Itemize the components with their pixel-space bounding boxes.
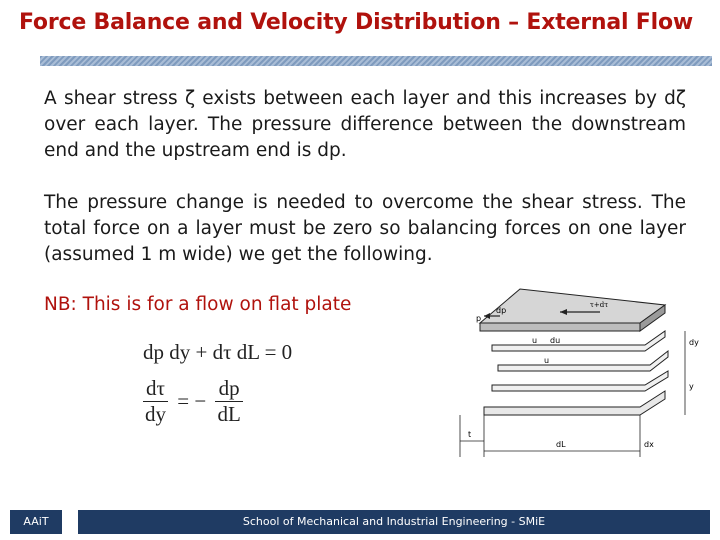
pressure-fraction-denominator: dL (217, 402, 241, 426)
label-du: du (550, 336, 561, 345)
shear-fraction (143, 376, 168, 427)
label-dy: dy (689, 338, 699, 347)
top-layer-slab (480, 289, 665, 323)
shear-fraction-numerator: dτ (143, 376, 168, 402)
equals-minus: = − (177, 389, 207, 413)
footer-bar (0, 510, 720, 536)
label-tau: τ+dτ (590, 301, 609, 309)
label-dp: dp (496, 306, 507, 315)
layer-force-diagram (440, 285, 710, 465)
paragraph-pressure-change: The pressure change is needed to overcome the shear stress. The total force on a layer must be zero so balancing forces on one layer (assumed 1 m wide) we get the following. (44, 192, 686, 265)
shear-gradient-equation (143, 376, 243, 427)
title-divider (40, 56, 712, 66)
fourth-layer-slab (492, 371, 668, 391)
pressure-fraction-numerator: dp (215, 376, 242, 402)
label-p: p (476, 314, 482, 323)
shear-fraction-denominator: dy (145, 402, 166, 426)
slide-title: Force Balance and Velocity Distribution – External Flow (18, 10, 693, 35)
second-layer-slab (492, 331, 665, 351)
label-t: t (468, 430, 472, 439)
footer-institution: AAiT (10, 510, 62, 534)
paragraph-shear-stress: A shear stress ζ exists between each layer and this increases by dζ over each layer. The pressure difference between the downstream end and the upstream end is dp. (44, 88, 686, 161)
flat-plate (484, 391, 665, 415)
force-balance-equation: dp dy + dτ dL = 0 (143, 340, 293, 364)
label-y: y (689, 382, 694, 391)
flat-plate-note: NB: This is for a flow on flat plate (44, 294, 352, 315)
label-u2: u (544, 356, 550, 365)
footer-school: School of Mechanical and Industrial Engineering - SMiE (78, 510, 710, 534)
pressure-fraction (215, 376, 242, 427)
label-dx: dx (644, 440, 654, 449)
label-u: u (532, 336, 538, 345)
label-dL: dL (556, 440, 566, 449)
top-layer-front (480, 323, 640, 331)
third-layer-slab (498, 351, 668, 371)
